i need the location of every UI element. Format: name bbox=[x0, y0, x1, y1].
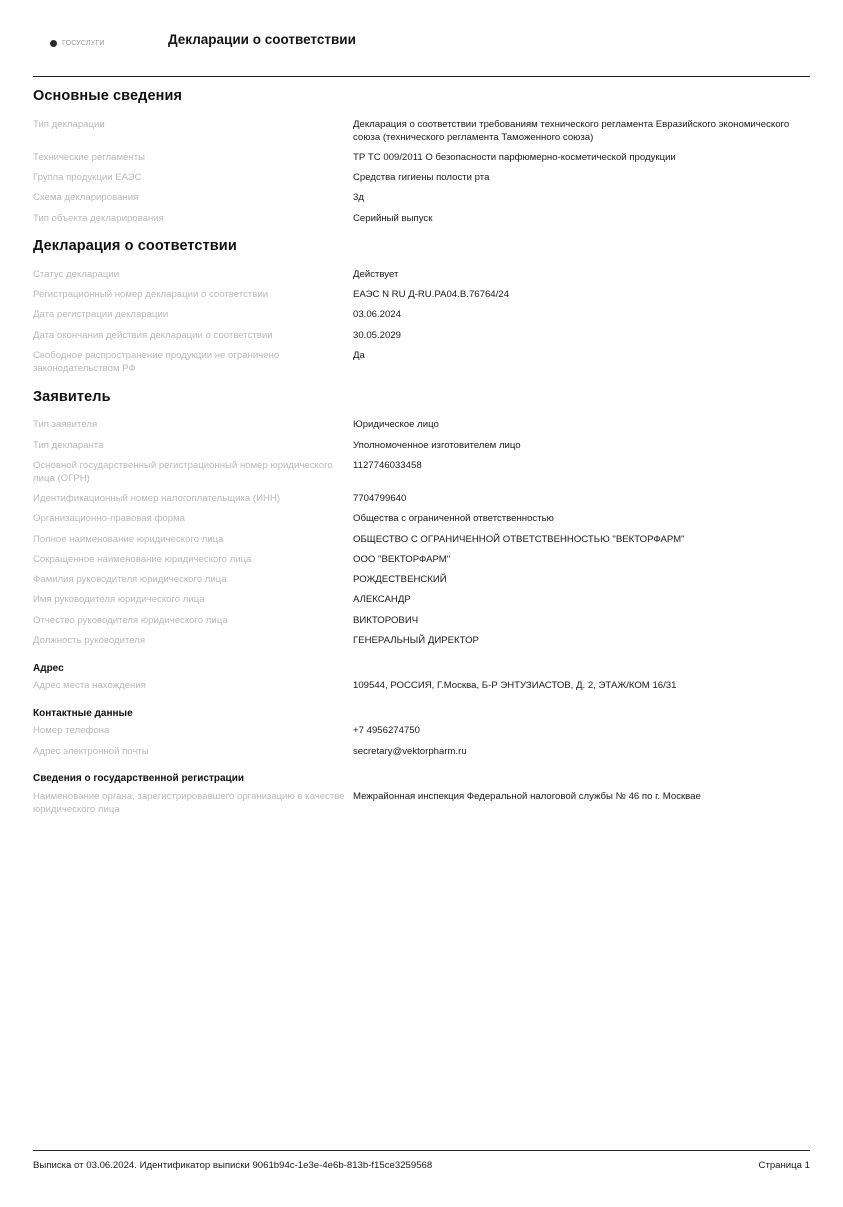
subsection-title-kontakty: Контактные данные bbox=[33, 707, 133, 719]
table-row bbox=[33, 455, 810, 488]
row-label: Дата окончания действия декларации о соответствии bbox=[33, 329, 273, 341]
row-value: ООО "ВЕКТОРФАРМ" bbox=[353, 553, 451, 565]
row-value: 03.06.2024 bbox=[353, 309, 402, 321]
row-value: Межрайонная инспекция Федеральной налоговой службы № 46 по г. Москвае bbox=[353, 790, 701, 802]
row-label: Полное наименование юридического лица bbox=[33, 533, 224, 545]
row-label: Тип декларации bbox=[33, 118, 105, 130]
dot-logo-icon bbox=[50, 40, 57, 47]
table-row bbox=[33, 415, 810, 435]
row-value: Общества с ограниченной ответственностью bbox=[353, 513, 554, 525]
row-label: Организационно-правовая форма bbox=[33, 513, 186, 525]
table-row bbox=[33, 147, 810, 167]
row-label: Группа продукции ЕАЭС bbox=[33, 172, 142, 184]
table-row bbox=[33, 285, 810, 305]
table-row bbox=[33, 168, 810, 188]
section-title-zayavitel: Заявитель bbox=[33, 388, 111, 405]
page-header bbox=[0, 0, 843, 60]
row-value: Серийный выпуск bbox=[353, 212, 433, 224]
table-row bbox=[33, 114, 810, 147]
table-row bbox=[33, 264, 810, 284]
row-value: Юридическое лицо bbox=[353, 419, 439, 431]
subsection-table-gosregistraciya bbox=[33, 786, 810, 819]
table-row bbox=[33, 610, 810, 630]
row-label: Фамилия руководителя юридического лица bbox=[33, 574, 227, 586]
row-value: ЕАЭС N RU Д-RU.РА04.В.76764/24 bbox=[353, 289, 509, 301]
subsection-title-gosregistraciya: Сведения о государственной регистрации bbox=[33, 773, 245, 785]
footer-divider bbox=[33, 1150, 810, 1151]
table-row bbox=[33, 325, 810, 345]
row-label: Основной государственный регистрационный номер юридического лица (ОГРН) bbox=[33, 459, 333, 485]
row-label: Технические регламенты bbox=[33, 151, 145, 163]
table-row bbox=[33, 549, 810, 569]
row-value: Действует bbox=[353, 268, 399, 280]
table-row bbox=[33, 570, 810, 590]
row-label: Тип заявителя bbox=[33, 419, 98, 431]
row-value: ГЕНЕРАЛЬНЫЙ ДИРЕКТОР bbox=[353, 634, 479, 646]
table-row bbox=[33, 529, 810, 549]
header-divider bbox=[33, 76, 810, 77]
section-table-deklaraciya bbox=[33, 264, 810, 378]
row-label: Имя руководителя юридического лица bbox=[33, 594, 205, 606]
section-table-zayavitel bbox=[33, 415, 810, 651]
row-value: Декларация о соответствии требованиям технического регламента Евразийского экономического союза (технического регламента Таможенного союза) bbox=[353, 118, 790, 143]
footer-extract-info: Выписка от 03.06.2024. Идентификатор выписки 9061b94c-1e3e-4e6b-813b-f15ce3259568 bbox=[33, 1160, 433, 1171]
table-row bbox=[33, 188, 810, 208]
table-row bbox=[33, 509, 810, 529]
table-row bbox=[33, 435, 810, 455]
footer-page-number: Страница 1 bbox=[758, 1160, 810, 1171]
row-value: Да bbox=[353, 349, 365, 361]
logo-label: ГОСУСЛУГИ bbox=[62, 40, 105, 47]
row-label: Свободное распространение продукции не ограничено законодательством РФ bbox=[33, 349, 280, 375]
page-title: Декларации о соответствии bbox=[168, 32, 356, 47]
row-value: Средства гигиены полости рта bbox=[353, 172, 490, 184]
table-row bbox=[33, 489, 810, 509]
row-value: АЛЕКСАНДР bbox=[353, 594, 411, 606]
row-label: Отчество руководителя юридического лица bbox=[33, 614, 228, 626]
row-value: ТР ТС 009/2011 О безопасности парфюмерно-косметической продукции bbox=[353, 151, 676, 163]
row-label: Идентификационный номер налогоплательщика (ИНН) bbox=[33, 493, 281, 505]
table-row bbox=[33, 721, 810, 741]
subsection-table-kontakty bbox=[33, 721, 810, 761]
section-table-osnovnye bbox=[33, 114, 810, 228]
row-value: РОЖДЕСТВЕНСКИЙ bbox=[353, 574, 447, 586]
gosuslugi-logo bbox=[50, 40, 105, 47]
table-row bbox=[33, 590, 810, 610]
row-value: Уполномоченное изготовителем лицо bbox=[353, 439, 521, 451]
page-footer bbox=[33, 1150, 810, 1171]
row-value: +7 4956274750 bbox=[353, 725, 420, 737]
row-label: Схема декларирования bbox=[33, 192, 139, 204]
row-label: Номер телефона bbox=[33, 725, 110, 737]
row-label: Регистрационный номер декларации о соответствии bbox=[33, 289, 269, 301]
subsection-title-adres: Адрес bbox=[33, 662, 64, 674]
row-value: 109544, РОССИЯ, Г.Москва, Б-Р ЭНТУЗИАСТОВ, Д. 2, ЭТАЖ/КОМ 16/31 bbox=[353, 680, 677, 692]
subsection-table-adres bbox=[33, 676, 810, 696]
table-row bbox=[33, 305, 810, 325]
row-value: 30.05.2029 bbox=[353, 329, 402, 341]
table-row bbox=[33, 676, 810, 696]
document-body bbox=[33, 82, 810, 820]
row-label: Тип объекта декларирования bbox=[33, 212, 164, 224]
table-row bbox=[33, 345, 810, 378]
row-label: Тип декларанта bbox=[33, 439, 104, 451]
table-row bbox=[33, 208, 810, 228]
row-value: 7704799640 bbox=[353, 493, 407, 505]
table-row bbox=[33, 741, 810, 761]
row-label: Наименование органа, зарегистрировавшего организацию в качестве юридического лица bbox=[33, 790, 345, 816]
row-label: Должность руководителя bbox=[33, 634, 146, 646]
row-label: Адрес электронной почты bbox=[33, 745, 149, 757]
section-title-osnovnye: Основные сведения bbox=[33, 88, 183, 104]
row-value: ВИКТОРОВИЧ bbox=[353, 614, 419, 626]
row-label: Статус декларации bbox=[33, 268, 120, 280]
section-title-deklaraciya: Декларация о соответствии bbox=[33, 238, 237, 255]
row-label: Адрес места нахождения bbox=[33, 680, 146, 692]
row-label: Дата регистрации декларации bbox=[33, 309, 169, 321]
row-label: Сокращенное наименование юридического лица bbox=[33, 553, 252, 565]
row-value: 1127746033458 bbox=[353, 459, 422, 471]
table-row bbox=[33, 786, 810, 819]
table-row bbox=[33, 630, 810, 650]
row-value: ОБЩЕСТВО С ОГРАНИЧЕННОЙ ОТВЕТСТВЕННОСТЬЮ "ВЕКТОРФАРМ" bbox=[353, 533, 685, 545]
row-value: secretary@vektorpharm.ru bbox=[353, 745, 467, 757]
row-value: 3д bbox=[353, 192, 364, 204]
